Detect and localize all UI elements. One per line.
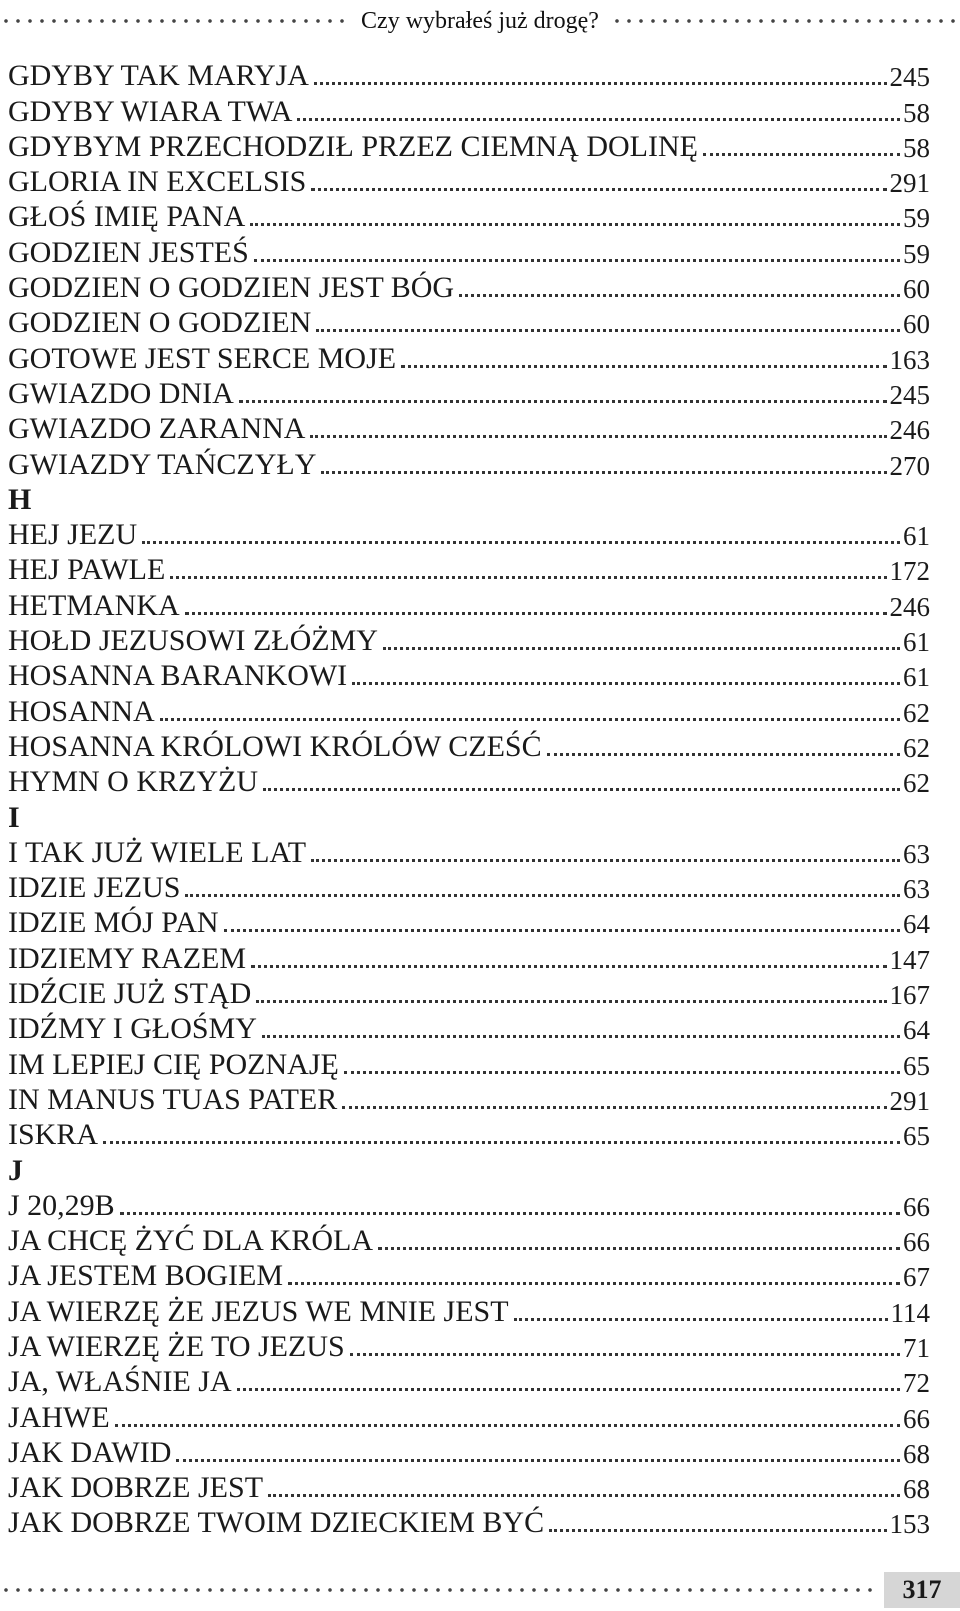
index-entry [8,1503,930,1538]
index-entry [8,444,930,479]
entry-title: IN MANUS TUAS PATER [8,1082,338,1116]
running-header [0,4,960,38]
index-entry [8,1044,930,1079]
index-entry [8,903,930,938]
entry-title: IDŹMY I GŁOŚMY [8,1012,257,1046]
dot-leader [185,894,900,897]
entry-title: HOŁD JEZUSOWI ZŁÓŻMY [8,624,378,658]
entry-title: GWIAZDO ZARANNA [8,412,306,446]
entry-title: JA WIERZĘ ŻE JEZUS WE MNIE JEST [8,1294,509,1328]
index-entry [8,762,930,797]
dot-leader [514,1318,888,1321]
index-entry [8,1433,930,1468]
entry-title: JA WIERZĘ ŻE TO JEZUS [8,1329,345,1363]
index-entry [8,1221,930,1256]
index-entry [8,868,930,903]
entry-page-number: 67 [903,1262,930,1293]
dot-leader [316,329,900,332]
entry-page-number: 60 [903,274,930,305]
index-entry [8,303,930,338]
index-entry [8,550,930,585]
entry-page-number: 114 [890,1297,930,1328]
dot-leader [310,435,886,438]
dot-leader [549,1529,886,1532]
entry-title: HEJ JEZU [8,518,138,552]
index-entry [8,585,930,620]
entry-page-number: 65 [903,1121,930,1152]
entry-title: IM LEPIEJ CIĘ POZNAJĘ [8,1047,339,1081]
entry-title: GODZIEN O GODZIEN JEST BÓG [8,271,455,305]
entry-title: GDYBY WIARA TWA [8,94,293,128]
dot-leader [297,118,900,121]
page-footer [0,1572,960,1608]
dot-leader [383,647,900,650]
entry-title: GODZIEN JESTEŚ [8,235,249,269]
index-entry [8,1080,930,1115]
entry-title: GWIAZDY TAŃCZYŁY [8,447,317,481]
entry-page-number: 245 [889,62,930,93]
entry-title: HOSANNA [8,694,155,728]
entry-title: IDZIE MÓJ PAN [8,906,219,940]
entry-title: JAK DOBRZE JEST [8,1471,264,1505]
dot-leader [263,788,900,791]
index-entry [8,1009,930,1044]
entry-page-number: 66 [903,1227,930,1258]
entry-page-number: 147 [889,944,930,975]
dot-leader [321,471,886,474]
entry-page-number: 59 [903,203,930,234]
index-entry [8,515,930,550]
entry-page-number: 163 [889,344,930,375]
entry-title: J 20,29B [8,1188,115,1222]
entry-page-number: 61 [903,627,930,658]
dot-leader [176,1459,900,1462]
entry-title: JA CHCĘ ŻYĆ DLA KRÓLA [8,1224,374,1258]
entry-page-number: 66 [903,1403,930,1434]
entry-page-number: 66 [903,1191,930,1222]
entry-title: JAK DOBRZE TWOIM DZIECKIEM BYĆ [8,1506,545,1540]
index-entry [8,1186,930,1221]
dot-leader [170,576,886,579]
dot-leader [262,1035,900,1038]
entry-title: JAK DAWID [8,1435,172,1469]
index-entry [8,197,930,232]
entry-page-number: 172 [889,556,930,587]
index-entry [8,268,930,303]
entry-title: HETMANKA [8,588,180,622]
dot-leader [224,929,900,932]
index-entry [8,56,930,91]
dot-leader [237,1388,900,1391]
index-entry [8,1468,930,1503]
entry-title: JA JESTEM BOGIEM [8,1259,284,1293]
entry-title: GŁOŚ IMIĘ PANA [8,200,246,234]
entry-page-number: 65 [903,1050,930,1081]
entry-page-number: 167 [889,980,930,1011]
entry-page-number: 61 [903,521,930,552]
entry-title: IDŹCIE JUŻ STĄD [8,977,252,1011]
entry-page-number: 68 [903,1474,930,1505]
dot-leader [459,294,900,297]
section-letter: I [8,800,20,834]
entry-page-number: 246 [889,415,930,446]
footer-dot-rule [0,1585,874,1595]
index-entry [8,1397,930,1432]
index-entry [8,938,930,973]
index-entry [8,1256,930,1291]
entry-title: GDYBYM PRZECHODZIŁ PRZEZ CIEMNĄ DOLINĘ [8,129,698,163]
dot-leader [401,365,886,368]
index-entry [8,621,930,656]
entry-title: I TAK JUŻ WIELE LAT [8,835,307,869]
dot-leader [251,965,886,968]
entry-title: GODZIEN O GODZIEN [8,306,312,340]
entry-page-number: 62 [903,697,930,728]
entry-title: IDZIE JEZUS [8,871,181,905]
header-dot-rule-left [0,16,349,26]
index-entry [8,91,930,126]
dot-leader [185,612,887,615]
entry-page-number: 270 [889,450,930,481]
dot-leader [350,1353,900,1356]
song-index-list [8,56,930,1538]
entry-title: HYMN O KRZYŻU [8,765,258,799]
entry-page-number: 72 [903,1368,930,1399]
index-entry [8,1362,930,1397]
index-entry [8,833,930,868]
entry-title: GDYBY TAK MARYJA [8,59,309,93]
entry-page-number: 71 [903,1332,930,1363]
dot-leader [103,1141,900,1144]
dot-leader [256,1000,886,1003]
entry-page-number: 62 [903,768,930,799]
entry-page-number: 61 [903,662,930,693]
entry-title: GLORIA IN EXCELSIS [8,165,307,199]
index-entry [8,127,930,162]
index-entry [8,232,930,267]
entry-page-number: 153 [889,1509,930,1540]
running-header-title: Czy wybrałeś już drogę? [361,7,599,34]
dot-leader [288,1282,900,1285]
section-letter: H [8,482,32,516]
dot-leader [120,1212,900,1215]
entry-title: HOSANNA BARANKOWI [8,659,348,693]
index-entry [8,1291,930,1326]
entry-page-number: 63 [903,838,930,869]
dot-leader [239,400,887,403]
index-entry [8,409,930,444]
page-number: 317 [884,1572,960,1608]
entry-page-number: 64 [903,909,930,940]
entry-title: HEJ PAWLE [8,553,166,587]
entry-title: JAHWE [8,1400,110,1434]
dot-leader [160,718,900,721]
entry-title: JA, WŁAŚNIE JA [8,1365,232,1399]
dot-leader [342,1106,886,1109]
index-entry [8,162,930,197]
dot-leader [311,859,900,862]
dot-leader [378,1247,900,1250]
entry-title: IDZIEMY RAZEM [8,941,247,975]
index-entry [8,1115,930,1150]
dot-leader [142,541,900,544]
entry-page-number: 63 [903,874,930,905]
entry-title: ISKRA [8,1118,99,1152]
entry-page-number: 246 [889,591,930,622]
index-entry [8,656,930,691]
index-entry [8,374,930,409]
dot-leader [352,682,900,685]
dot-leader [311,188,886,191]
entry-page-number: 58 [903,97,930,128]
dot-leader [314,82,887,85]
entry-page-number: 58 [903,132,930,163]
dot-leader [268,1494,900,1497]
entry-page-number: 291 [889,1085,930,1116]
entry-page-number: 68 [903,1438,930,1469]
entry-page-number: 64 [903,1015,930,1046]
index-entry [8,727,930,762]
dot-leader [250,223,900,226]
entry-page-number: 59 [903,238,930,269]
entry-page-number: 291 [889,168,930,199]
entry-title: GWIAZDO DNIA [8,376,234,410]
entry-page-number: 60 [903,309,930,340]
index-entry [8,974,930,1009]
index-entry [8,691,930,726]
dot-leader [115,1424,900,1427]
entry-title: GOTOWE JEST SERCE MOJE [8,341,397,375]
entry-page-number: 62 [903,732,930,763]
dot-leader [547,753,900,756]
dot-leader [254,259,900,262]
index-entry [8,338,930,373]
index-entry [8,1327,930,1362]
entry-page-number: 245 [889,379,930,410]
dot-leader [703,153,900,156]
dot-leader [344,1071,900,1074]
header-dot-rule-right [611,16,960,26]
entry-title: HOSANNA KRÓLOWI KRÓLÓW CZEŚĆ [8,729,542,763]
section-letter: J [8,1153,23,1187]
